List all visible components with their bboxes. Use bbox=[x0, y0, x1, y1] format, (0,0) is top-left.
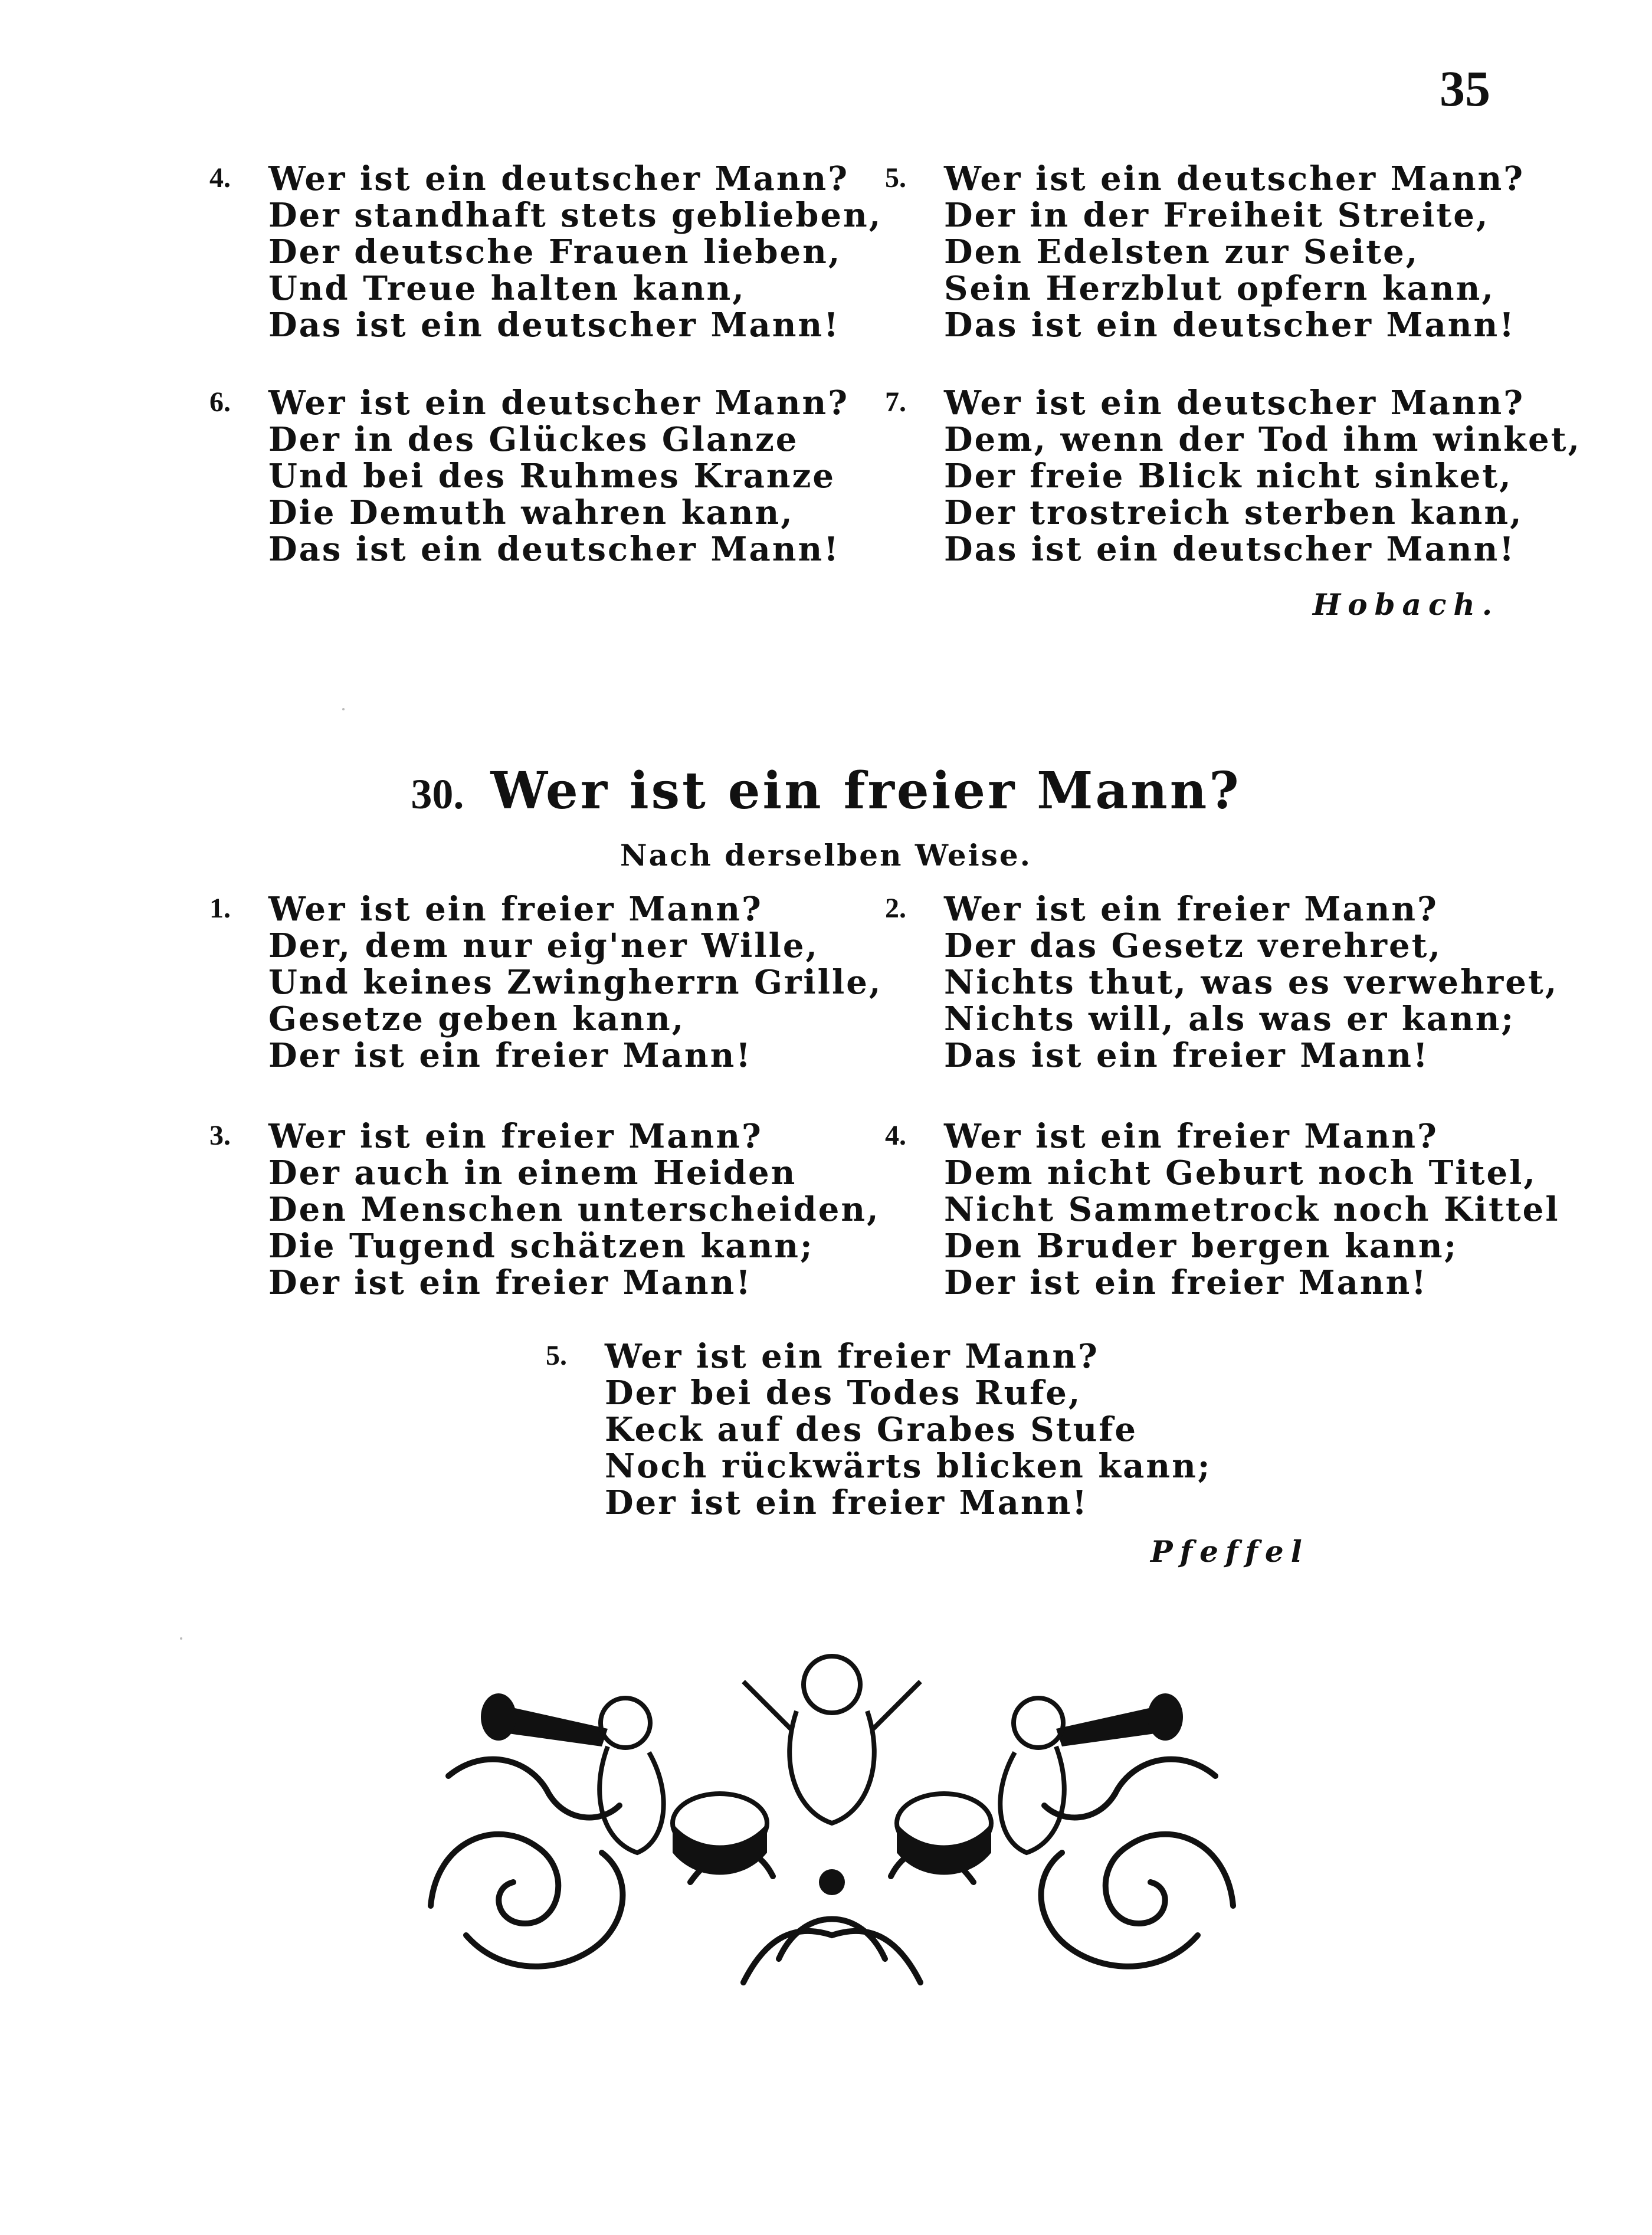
poem-title bbox=[0, 761, 1652, 821]
verse-line: Wer ist ein freier Mann? bbox=[268, 1117, 763, 1156]
verse-line: Wer ist ein freier Mann? bbox=[944, 1117, 1438, 1156]
verse-line: Wer ist ein deutscher Mann? bbox=[944, 159, 1525, 198]
verse-line: Der bei des Todes Rufe, bbox=[605, 1374, 1082, 1413]
verse-line: Der freie Blick nicht sinket, bbox=[944, 457, 1513, 496]
verse-line: Der ist ein freier Mann! bbox=[268, 1263, 752, 1302]
verse-line: Wer ist ein deutscher Mann? bbox=[944, 384, 1525, 422]
stanza-number: 6. bbox=[209, 386, 231, 418]
verse-line: Das ist ein deutscher Mann! bbox=[944, 306, 1516, 345]
stanza-number: 5. bbox=[546, 1340, 567, 1371]
page-number: 35 bbox=[1440, 60, 1490, 117]
ornamental-vignette-icon bbox=[413, 1628, 1251, 2020]
verse-line: Wer ist ein deutscher Mann? bbox=[268, 384, 850, 422]
verse-line: Wer ist ein freier Mann? bbox=[268, 890, 763, 929]
stanza-number: 4. bbox=[209, 162, 231, 194]
print-speck bbox=[342, 708, 345, 710]
verse-line: Das ist ein deutscher Mann! bbox=[944, 530, 1516, 569]
verse-line: Der, dem nur eig'ner Wille, bbox=[268, 926, 819, 965]
verse-line: Und keines Zwingherrn Grille, bbox=[268, 963, 883, 1002]
verse-line: Und bei des Ruhmes Kranze bbox=[268, 457, 836, 496]
verse-line: Der ist ein freier Mann! bbox=[944, 1263, 1428, 1302]
stanza-number: 2. bbox=[885, 893, 906, 924]
verse-line: Der ist ein freier Mann! bbox=[268, 1036, 752, 1075]
verse-line: Wer ist ein deutscher Mann? bbox=[268, 159, 850, 198]
verse-line: Nicht Sammetrock noch Kittel bbox=[944, 1190, 1560, 1229]
verse-line: Der in der Freiheit Streite, bbox=[944, 196, 1490, 235]
verse-line: Sein Herzblut opfern kann, bbox=[944, 269, 1495, 308]
stanza-number: 3. bbox=[209, 1120, 231, 1151]
verse-line: Wer ist ein freier Mann? bbox=[944, 890, 1438, 929]
verse-line: Die Tugend schätzen kann; bbox=[268, 1227, 814, 1266]
verse-line: Den Bruder bergen kann; bbox=[944, 1227, 1458, 1266]
verse-line: Das ist ein deutscher Mann! bbox=[268, 530, 840, 569]
author-pfeffel: Pfeffel bbox=[1150, 1534, 1309, 1569]
verse-line: Dem, wenn der Tod ihm winket, bbox=[944, 420, 1581, 459]
verse-line: Nichts thut, was es verwehret, bbox=[944, 963, 1559, 1002]
verse-line: Der ist ein freier Mann! bbox=[605, 1483, 1089, 1522]
verse-line: Wer ist ein freier Mann? bbox=[605, 1337, 1099, 1376]
author-previous: Hobach. bbox=[1313, 587, 1500, 622]
verse-line: Und Treue halten kann, bbox=[268, 269, 746, 308]
verse-line: Noch rückwärts blicken kann; bbox=[605, 1447, 1212, 1486]
stanza-number: 7. bbox=[885, 386, 906, 418]
verse-line: Dem nicht Geburt noch Titel, bbox=[944, 1153, 1537, 1192]
verse-line: Der standhaft stets geblieben, bbox=[268, 196, 883, 235]
verse-line: Der das Gesetz verehret, bbox=[944, 926, 1442, 965]
verse-line: Gesetze geben kann, bbox=[268, 999, 686, 1038]
verse-line: Nichts will, als was er kann; bbox=[944, 999, 1516, 1038]
verse-line: Der auch in einem Heiden bbox=[268, 1153, 797, 1192]
stanza-number: 1. bbox=[209, 893, 231, 924]
print-speck bbox=[180, 1637, 182, 1640]
poem-subtitle: Nach derselben Weise. bbox=[620, 838, 1032, 873]
verse-line: Den Menschen unterscheiden, bbox=[268, 1190, 880, 1229]
verse-line: Der trostreich sterben kann, bbox=[944, 493, 1523, 532]
stanza-number: 5. bbox=[885, 162, 906, 194]
verse-line: Keck auf des Grabes Stufe bbox=[605, 1410, 1138, 1449]
verse-line: Das ist ein freier Mann! bbox=[944, 1036, 1430, 1075]
verse-line: Der in des Glückes Glanze bbox=[268, 420, 799, 459]
poem-number: 30. bbox=[411, 771, 464, 818]
verse-line: Den Edelsten zur Seite, bbox=[944, 232, 1420, 271]
verse-line: Das ist ein deutscher Mann! bbox=[268, 306, 840, 345]
verse-line: Der deutsche Frauen lieben, bbox=[268, 232, 842, 271]
stanza-number: 4. bbox=[885, 1120, 906, 1151]
poem-title-text: Wer ist ein freier Mann? bbox=[490, 761, 1241, 821]
verse-line: Die Demuth wahren kann, bbox=[268, 493, 794, 532]
